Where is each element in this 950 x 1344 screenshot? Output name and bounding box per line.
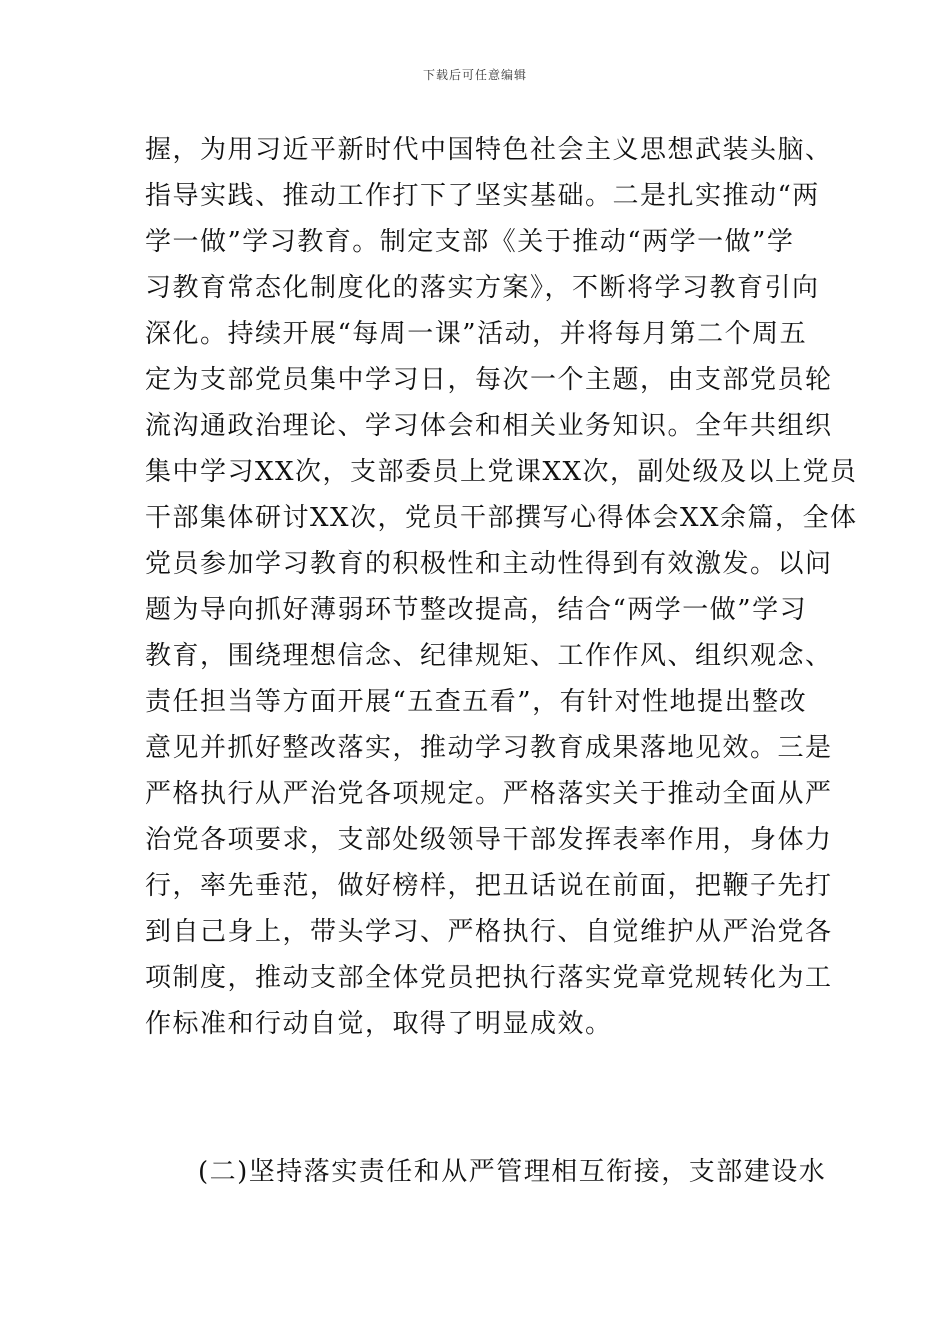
body-line: 指导实践、推动工作打下了坚实基础。二是扎实推动“两 [145,181,820,211]
body-line: 学一做”学习教育。制定支部《关于推动“两学一做”学 [145,227,795,257]
body-line: 作标准和行动自觉，取得了明显成效。 [145,1009,613,1039]
body-paragraph [145,127,858,1047]
body-line: 行，率先垂范，做好榜样，把丑话说在前面，把鞭子先打 [145,871,833,901]
body-line: 责任担当等方面开展“五查五看”，有针对性地提出整改 [145,687,808,717]
body-line: 习教育常态化制度化的落实方案》，不断将学习教育引向 [145,273,820,303]
body-line: 教育，围绕理想信念、纪律规矩、工作作风、组织观念、 [145,641,833,671]
body-line: 严格执行从严治党各项规定。严格落实关于推动全面从严 [145,779,833,809]
body-line: 治党各项要求，支部处级领导干部发挥表率作用，身体力 [145,825,833,855]
body-line: 定为支部党员集中学习日，每次一个主题，由支部党员轮 [145,365,833,395]
body-line: 项制度，推动支部全体党员把执行落实党章党规转化为工 [145,963,833,993]
body-line: 集中学习XX次，支部委员上党课XX次，副处级及以上党员 [145,457,858,487]
body-line: 深化。持续开展“每周一课”活动，并将每月第二个周五 [145,319,808,349]
body-line: 党员参加学习教育的积极性和主动性得到有效激发。以问 [145,549,833,579]
body-line: 干部集体研讨XX次，党员干部撰写心得体会XX余篇，全体 [145,503,858,533]
body-line: 流沟通政治理论、学习体会和相关业务知识。全年共组织 [145,411,833,441]
body-line: 到自己身上，带头学习、严格执行、自觉维护从严治党各 [145,917,833,947]
body-line: 题为导向抓好薄弱环节整改提高，结合“两学一做”学习 [145,595,808,625]
body-line: 握，为用习近平新时代中国特色社会主义思想武装头脑、 [145,135,833,165]
page-header-note: 下载后可任意编辑 [422,68,527,82]
body-line: 意见并抓好整改落实，推动学习教育成果落地见效。三是 [145,733,833,763]
section-heading: (二)坚持落实责任和从严管理相互衔接，支部建设水 [198,1157,827,1187]
